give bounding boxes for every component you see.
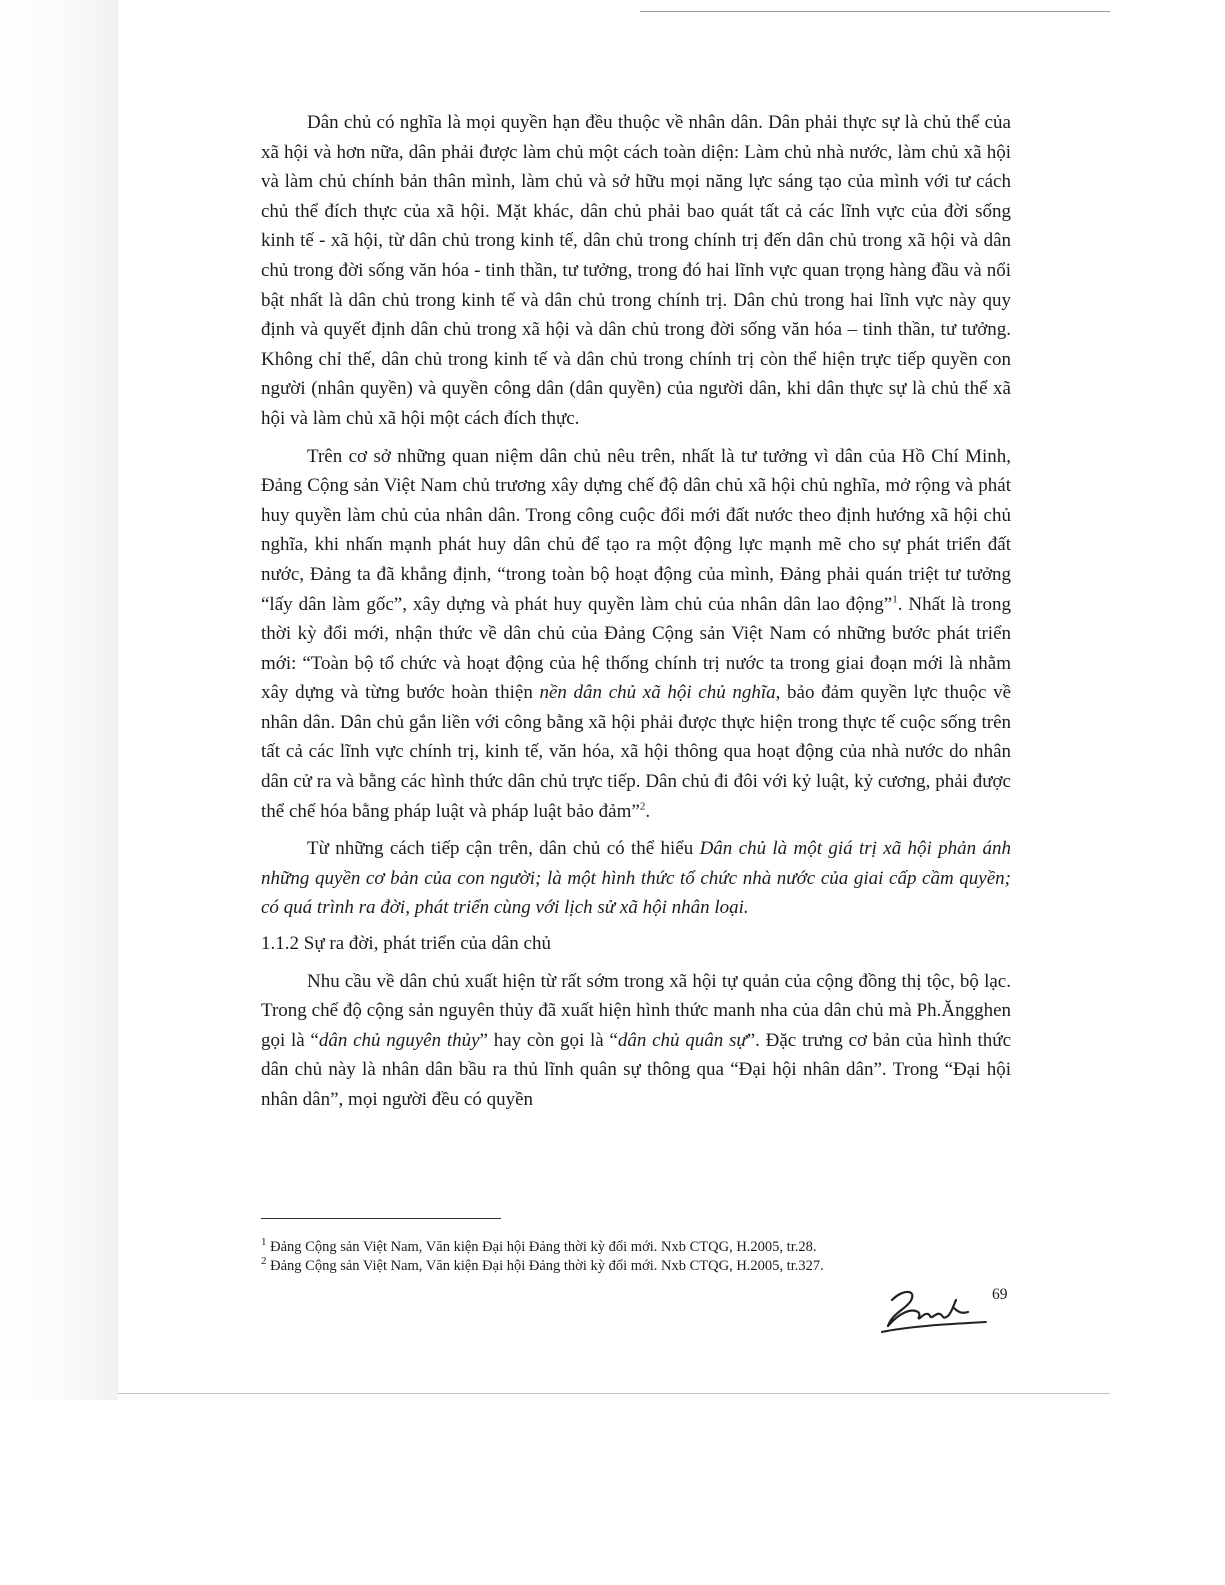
paragraph-2: Trên cơ sở những quan niệm dân chủ nêu trên, nhất là tư tưởng vì dân của Hồ Chí Minh, Đảng Cộng sản Việt Nam chủ trương xây dựng chế độ dân chủ xã hội chủ nghĩa, mở rộng và phát huy quyền làm chủ của nhân dân. Trong công cuộc đổi mới đất nước theo định hướng xã hội chủ nghĩa, khi nhấn mạnh phát huy dân chủ để tạo ra một động lực mạnh mẽ cho sự phát triển đất nước, Đảng ta đã khẳng định, “trong toàn bộ hoạt động của mình, Đảng phải quán triệt tư tưởng “lấy dân làm gốc”, xây dựng và phát huy quyền làm chủ của nhân dân lao động”$^1$. Nhất là trong thời kỳ đổi mới, nhận thức về dân chủ của Đảng Cộng sản Việt Nam có những bước phát triển mới: “Toàn bộ tổ chức và hoạt động của hệ thống chính trị nước ta trong giai đoạn mới là nhằm xây dựng và từng bước hoàn thiện nền dân chủ xã hội chủ nghĩa, bảo đảm quyền lực thuộc về nhân dân. Dân chủ gắn liền với công bằng xã hội phải được thực hiện trong thực tế cuộc sống trên tất cả các lĩnh vực chính trị, kinh tế, văn hóa, xã hội thông qua hoạt động của nhà nước do nhân dân cử ra và bằng các hình thức dân chủ trực tiếp. Dân chủ đi đôi với kỷ luật, kỷ cương, phải được thể chế hóa bằng pháp luật và pháp luật bảo đảm”$^2$. — [261, 445, 1011, 822]
paragraph-4: Nhu cầu về dân chủ xuất hiện từ rất sớm trong xã hội tự quản của cộng đồng thị tộc, bộ lạc. Trong chế độ cộng sản nguyên thủy đã xuất hiện hình thức manh nha của dân chủ mà Ph.Ăngghen gọi là “dân chủ nguyên thủy” hay còn gọi là “dân chủ quân sự”. Đặc trưng cơ bản của hình thức dân chủ này là nhân dân bầu ra thủ lĩnh quân sự thông qua “Đại hội nhân dân”. Trong “Đại hội nhân dân”, mọi người đều có quyền — [261, 970, 1012, 1110]
italic-emphasis: Dân chủ là một giá trị xã hội phản ánh những quyền cơ bản của con người; là một hình thức tổ chức nhà nước của giai cấp cầm quyền; có quá trình ra đời, phát triển cùng với lịch sử xã hội nhân loại. — [261, 838, 1011, 919]
footnote-1 — [261, 1238, 1001, 1257]
footnote-2 — [261, 1257, 1001, 1276]
document-body — [261, 108, 1011, 1115]
footnote-separator — [261, 1218, 501, 1219]
footnotes — [261, 1238, 1001, 1276]
footnote-reference: 1 — [892, 593, 898, 606]
footnote-1-mark: 1 — [261, 1236, 267, 1249]
italic-emphasis: dân chủ nguyên thủy — [318, 1029, 480, 1051]
scan-edge-shadow — [0, 0, 118, 1400]
footnote-2-text: Đảng Cộng sản Việt Nam, Văn kiện Đại hội Đảng thời kỳ đổi mới. Nxb CTQG, H.2005, tr.327. — [270, 1258, 824, 1274]
footnote-1-text: Đảng Cộng sản Việt Nam, Văn kiện Đại hội Đảng thời kỳ đổi mới. Nxb CTQG, H.2005, tr.28. — [270, 1239, 817, 1255]
signature-icon — [870, 1282, 990, 1336]
scan-bottom-border — [118, 1393, 1110, 1394]
scan-top-border — [640, 11, 1110, 12]
page-number: 69 — [992, 1286, 1008, 1303]
paragraph-3-definition: Từ những cách tiếp cận trên, dân chủ có thể hiểu Dân chủ là một giá trị xã hội phản ánh những quyền cơ bản của con người; là một hình thức tổ chức nhà nước của giai cấp cầm quyền; có quá trình ra đời, phát triển cùng với lịch sử xã hội nhân loại. — [261, 838, 1011, 919]
paragraph-1: Dân chủ có nghĩa là mọi quyền hạn đều thuộc về nhân dân. Dân phải thực sự là chủ thể của xã hội và hơn nữa, dân phải được làm chủ một cách toàn diện: Làm chủ nhà nước, làm chủ xã hội và làm chủ chính bản thân mình, làm chủ và sở hữu mọi năng lực sáng tạo của mình với tư cách chủ thể đích thực của xã hội. Mặt khác, dân chủ phải bao quát tất cả các lĩnh vực của đời sống kinh tế - xã hội, từ dân chủ trong kinh tế, dân chủ trong chính trị đến dân chủ trong xã hội và dân chủ trong đời sống văn hóa - tinh thần, tư tưởng, trong đó hai lĩnh vực quan trọng hàng đầu và nổi bật nhất là dân chủ trong kinh tế và dân chủ trong chính trị. Dân chủ trong hai lĩnh vực này quy định và quyết định dân chủ trong xã hội và dân chủ trong đời sống văn hóa – tinh thần, tư tưởng. Không chỉ thế, dân chủ trong kinh tế và dân chủ trong chính trị còn thể hiện trực tiếp quyền con người (nhân quyền) và quyền công dân (dân quyền) của người dân, khi dân thực sự là chủ thể xã hội và làm chủ xã hội một cách đích thực. — [261, 112, 1011, 429]
section-heading: 1.1.2 Sự ra đời, phát triển của dân chủ — [261, 933, 551, 955]
footnote-reference: 2 — [639, 800, 646, 813]
italic-emphasis: nền dân chủ xã hội chủ nghĩa — [539, 682, 776, 704]
footnote-2-mark: 2 — [261, 1255, 267, 1268]
italic-emphasis: dân chủ quân sự — [617, 1029, 747, 1051]
